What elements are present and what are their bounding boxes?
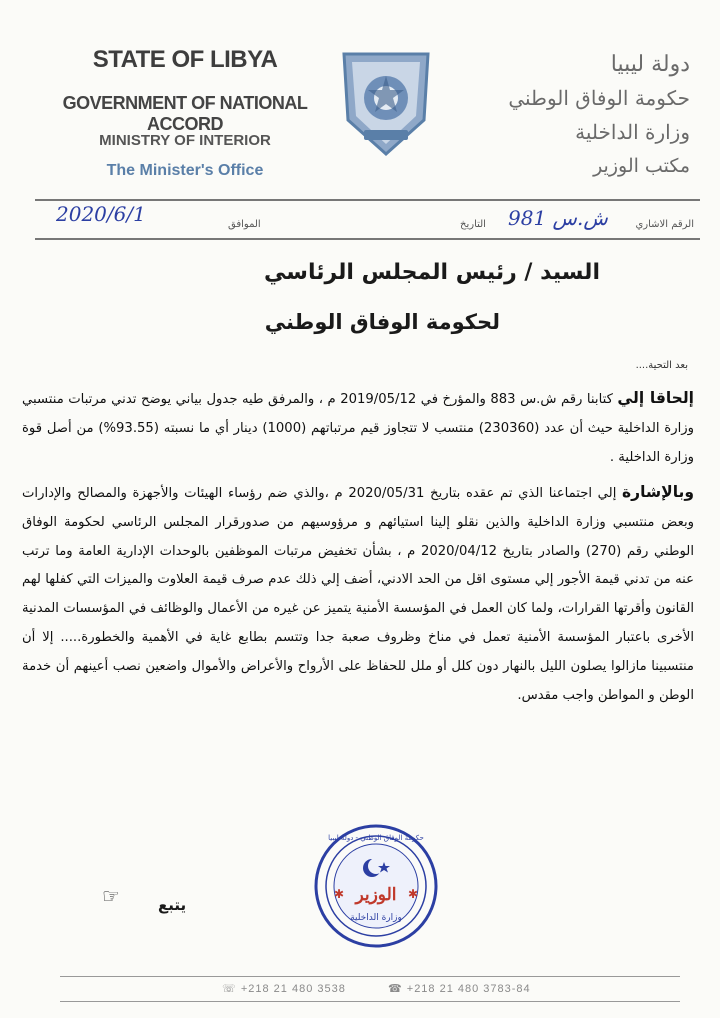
letter-body bbox=[22, 384, 694, 711]
paragraph-2-text: إلي اجتماعنا الذي تم عقده بتاريخ 2020/05/31 م ،والذي ضم رؤساء الهيئات والأجهزة والمصالح والإدارات وبعض منتسبي وزارة الداخلية والذين نقلو إلينا استيائهم و مرؤوسيهم من صدورقرار المجلس الرئاسي لحكومة الوفاق الوطني رقم (270) والصادر بتاريخ 2020/04/12 م ، بشأن تخفيض مرتبات الموظفين بالوحدات الإدارية العامة وما ترتب عنه من تدني قيمة الأجور إلي مستوى اقل من الحد الادني، أضف إلي ذلك عدم صرف قيمة العلاوت والميزات التي كفلها لهم القانون وأقرتها القرارات، ولما كان العمل في المؤسسة الأمنية يتميز عن غيره من الأعمال والوظائف في المؤسسات المدنية الأخرى باعتبار المؤسسة الأمنية تعمل في مناخ وظروف صعبة جدا وتتسم بطابع غاية في الأهمية والخطورة..... إلا أن منتسبينا مازالوا يصلون الليل بالنهار دون كلل أو ملل للحفاظ على الأرواح والأعراض والأموال واضعين نصب أعينهم أن خدمة الوطن و المواطن واجب مقدس. bbox=[22, 485, 694, 704]
letterhead-ministry-ar: وزارة الداخلية bbox=[575, 120, 690, 144]
seal-bottom-text: وزارة الداخلية bbox=[350, 913, 402, 923]
phone-icon: ☏ bbox=[222, 983, 237, 995]
ministry-seal bbox=[312, 822, 440, 950]
seal-ring-text: حكومة الوفاق الوطني - دولة ليبيا bbox=[328, 834, 424, 842]
paragraph-2 bbox=[22, 478, 694, 711]
continued-label: يتبع bbox=[158, 896, 187, 914]
seal-star-left-icon: ✱ bbox=[334, 887, 345, 901]
footer-fax bbox=[388, 982, 531, 995]
footer-rule-top bbox=[60, 976, 680, 977]
date-value: 2020/6/1 bbox=[56, 202, 146, 226]
letterhead-state-ar: دولة ليبيا bbox=[610, 52, 690, 77]
paragraph-1-lead: إلحاقا إلي bbox=[617, 389, 694, 407]
ministry-emblem-icon bbox=[338, 46, 434, 156]
seal-center-text: الوزير bbox=[355, 885, 397, 905]
paragraph-1 bbox=[22, 384, 694, 473]
header-rule-top bbox=[35, 199, 700, 201]
paragraph-1-text: كتابنا رقم ش.س 883 والمؤرخ في 2019/05/12 م ، والمرفق طيه جدول بياني يوضح تدني مرتبات منتسبي وزارة الداخلية حيث أن عدد (230360) منتسب لا تتجاوز قيم مرتباتهم (1000) دينار أي ما نسبته (93.55%) من أصل قوة وزارة الداخلية . bbox=[22, 392, 694, 465]
letterhead-government: GOVERNMENT OF NATIONAL ACCORD bbox=[62, 93, 308, 134]
letterhead-office-ar: مكتب الوزير bbox=[593, 155, 690, 177]
fax-icon: ☎ bbox=[388, 983, 403, 995]
corresponding-date-label: الموافق bbox=[228, 219, 261, 230]
paragraph-2-lead: وبالإشارة bbox=[622, 482, 694, 501]
letterhead-government-ar: حكومة الوفاق الوطني bbox=[508, 86, 690, 110]
greeting: بعد التحية.... bbox=[635, 360, 688, 371]
footer-rule-bottom bbox=[60, 1001, 680, 1002]
addressee-government: لحكومة الوفاق الوطني bbox=[264, 310, 500, 334]
letterhead-office: The Minister's Office bbox=[106, 162, 264, 179]
date-label: التاريخ bbox=[460, 219, 486, 230]
footer-phone bbox=[222, 982, 346, 995]
fax-number: +218 21 480 3783-84 bbox=[406, 983, 531, 995]
reference-bar bbox=[30, 202, 698, 236]
header-rule-bottom bbox=[35, 238, 700, 240]
seal-star-right-icon: ✱ bbox=[408, 887, 419, 901]
addressee-title: السيد / رئيس المجلس الرئاسي bbox=[264, 260, 600, 285]
phone-number: +218 21 480 3538 bbox=[240, 983, 346, 995]
ref-number-label: الرقم الاشاري bbox=[635, 219, 694, 230]
letterhead-ministry: MINISTRY OF INTERIOR bbox=[99, 132, 271, 149]
letterhead-state: STATE OF LIBYA bbox=[92, 46, 278, 73]
ref-number-value: ش.س 981 bbox=[508, 206, 608, 230]
continued-mark-icon: ☞ bbox=[102, 884, 120, 908]
